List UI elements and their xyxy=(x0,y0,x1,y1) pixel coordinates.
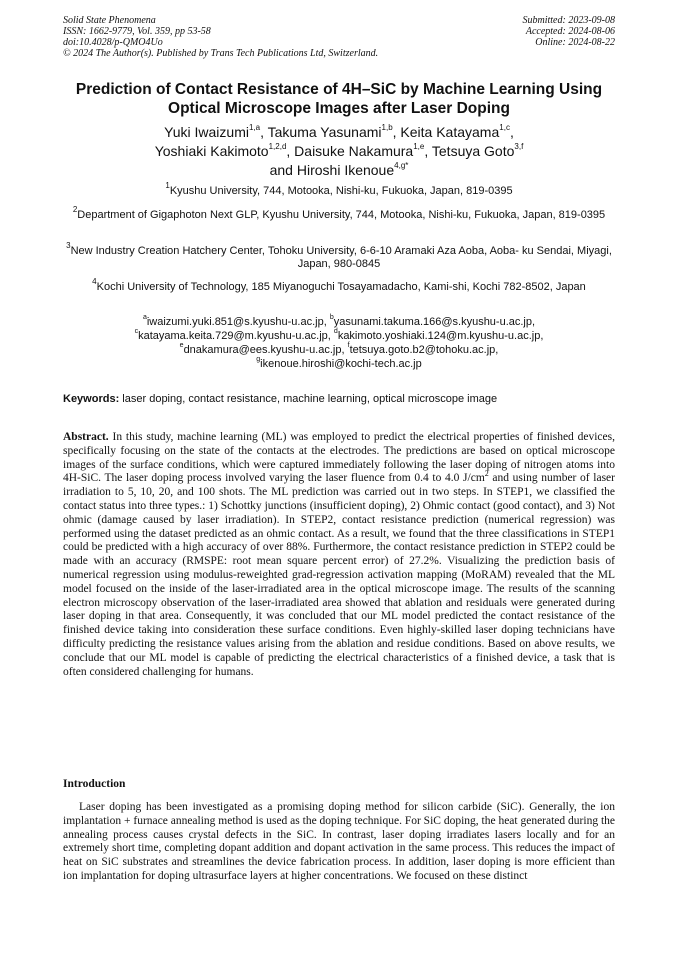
email-list xyxy=(63,315,615,371)
author-sep: , xyxy=(260,124,268,140)
author-name: and Hiroshi Ikenoue xyxy=(269,162,395,178)
title-line-1: Prediction of Contact Resistance of 4H–SiC by Machine Learning Using xyxy=(75,81,603,98)
author-name: Tetsuya Goto xyxy=(431,143,515,159)
email-sup: c xyxy=(134,328,139,336)
author-sup: 1,e xyxy=(413,142,425,152)
abstract-superscript: 2 xyxy=(484,468,489,478)
author-sep: , xyxy=(424,143,432,159)
abstract-text-1: In this study, machine learning (ML) was employed to predict the electrical properties of finished devices, specifically focusing on the state of the contacts at the electrodes. The predictions are based on optical microscope images of the surface conditions, which were captured immediately following the laser doping of nitrogen atoms into 4H-SiC. The laser doping process involved varying the laser fluence from 0.4 to 4.0 J/cm xyxy=(63,431,615,485)
email-sep: , xyxy=(327,330,334,342)
journal-issn: ISSN: 1662-9779, Vol. 359, pp 53-58 xyxy=(63,26,211,37)
email-address[interactable]: dnakamura@ees.kyushu-u.ac.jp xyxy=(183,344,342,356)
affiliation-sup: 4 xyxy=(92,277,97,287)
abstract-text-2: and using number of laser irradiation to 5, 10, 20, and 100 shots. The ML prediction was carried out in two steps. In STEP1, we classified the contact status into three types.: 1) Schottky junctions (insufficient doping), 2) Ohmic contact (good contact), and 3) Not ohmic (damage caused by laser irradiation). In STEP2, contact resistance prediction (numerical regression) was performed using the dataset predicted as an ohmic contact. As a result, we found that the three classifications in STEP1 could be predicted with a high accuracy of over 88%. Furthermore, the contact resistance prediction in STEP2 could be made with an accuracy (RMSPE: root mean square percent error) of 27.2%. Visualizing the prediction basis of numerical regression using modulus-reweighted grad-regression activation mapping (MoRAM) revealed that the ML model focused on the inside of the laser-irradiated area in the optical microscope image. The results of the scanning electron microscopy observation of the laser-irradiated area showed that ablation and residuals were generated during laser doping in that area. Consequently, it was concluded that our ML model predicted the contact resistance of the finished device taking into consideration these surface conditions. Even highly-skilled laser doping technicians have difficulty predicting the resistance values arising from the ablation and residue conditions. Based on above results, we conclude that our ML model is capable of predicting the electrical characteristics of a finished device, a task that is often considered challenging for humans. xyxy=(63,472,615,678)
email-sep: , xyxy=(323,316,330,328)
author-name: Daisuke Nakamura xyxy=(294,143,414,159)
affiliation-sup: 3 xyxy=(66,241,71,251)
email-address[interactable]: kakimoto.yoshiaki.124@m.kyushu-u.ac.jp xyxy=(337,330,541,342)
copyright-line: © 2024 The Author(s). Published by Trans Tech Publications Ltd, Switzerland. xyxy=(63,48,379,59)
email-line-4 xyxy=(63,357,615,371)
email-sup: g xyxy=(256,356,261,364)
email-line-2 xyxy=(63,329,615,343)
abstract-label: Abstract. xyxy=(63,431,109,443)
email-sup: a xyxy=(142,314,147,322)
affiliation-text: Kyushu University, 744, Motooka, Nishi-ku, Fukuoka, Japan, 819-0395 xyxy=(169,185,513,197)
author-line-2 xyxy=(55,142,623,161)
title-line-2: Optical Microscope Images after Laser Doping xyxy=(168,100,510,117)
affiliation-2 xyxy=(69,205,609,222)
author-sep: , xyxy=(509,124,514,140)
affiliation-text: New Industry Creation Hatchery Center, Tohoku University, 6-6-10 Aramaki Aza Aoba, Aoba- ku Sendai, Miyagi, Japan, 980-0845 xyxy=(70,245,612,270)
keywords-text: laser doping, contact resistance, machine learning, optical microscope image xyxy=(119,393,498,405)
email-sup: f xyxy=(347,342,350,350)
email-line-1 xyxy=(63,315,615,329)
affiliation-sup: 1 xyxy=(165,181,170,191)
email-sup: e xyxy=(179,342,184,350)
abstract xyxy=(63,431,615,679)
author-sep: , xyxy=(286,143,295,159)
submitted-date: Submitted: 2023-09-08 xyxy=(522,15,615,26)
author-line-1 xyxy=(55,123,623,142)
affiliation-sup: 2 xyxy=(72,205,78,215)
email-address[interactable]: yasunami.takuma.166@s.kyushu-u.ac.jp xyxy=(333,316,532,328)
email-address[interactable]: ikenoue.hiroshi@kochi-tech.ac.jp xyxy=(260,358,422,370)
author-sep: , xyxy=(392,124,401,140)
author-name: Yuki Iwaizumi xyxy=(164,124,249,140)
journal-name: Solid State Phenomena xyxy=(63,15,156,26)
email-sep: , xyxy=(532,316,536,328)
author-line-3 xyxy=(55,161,623,180)
email-line-3 xyxy=(63,343,615,357)
affiliation-3 xyxy=(65,241,613,271)
dates-info xyxy=(523,15,616,48)
email-sep: , xyxy=(495,344,499,356)
email-sep: , xyxy=(341,344,348,356)
email-address[interactable]: katayama.keita.729@m.kyushu-u.ac.jp xyxy=(138,330,328,342)
keywords xyxy=(63,393,615,406)
affiliation-1 xyxy=(63,181,615,198)
author-sup: 1,b xyxy=(381,123,393,133)
author-sup: 3,f xyxy=(514,142,524,152)
author-sup: 1,2,d xyxy=(268,142,287,152)
author-name: Keita Katayama xyxy=(400,124,500,140)
paper-title xyxy=(55,80,623,118)
keywords-label: Keywords: xyxy=(63,393,120,405)
author-list xyxy=(55,123,623,180)
email-address[interactable]: iwaizumi.yuki.851@s.kyushu-u.ac.jp xyxy=(146,316,324,328)
author-name: Takuma Yasunami xyxy=(267,124,382,140)
email-sup: d xyxy=(333,328,338,336)
affiliation-text: Department of Gigaphoton Next GLP, Kyushu University, 744, Motooka, Nishi-ku, Fukuoka, Japan, 819-0395 xyxy=(77,209,606,221)
author-name: Yoshiaki Kakimoto xyxy=(154,143,269,159)
journal-doi[interactable]: doi:10.4028/p-QMO4Uo xyxy=(63,37,163,48)
author-sup: 1,a xyxy=(248,123,261,133)
accepted-date: Accepted: 2024-08-06 xyxy=(525,26,615,37)
online-date: Online: 2024-08-22 xyxy=(535,37,615,48)
author-sup: 1,c xyxy=(499,123,510,133)
email-address[interactable]: tetsuya.goto.b2@tohoku.ac.jp xyxy=(349,344,496,356)
journal-info xyxy=(63,15,378,59)
introduction-text: Laser doping has been investigated as a promising doping method for silicon carbide (SiC). Generally, the ion implantation + furnace annealing method is used as the doping technique. For SiC doping, the heat generated during the annealing process causes crystal defects in the SiC. In contrast, laser doping irradiates lasers locally and for an extremely short time, completing dopant addition and dopant activation in the same process. This reduces the impact of heat on SiC substrates and streamlines the device fabrication process. In addition, laser doping is more efficient than ion implantation for doping ultrasurface layers at higher concentrations. We focused on these distinct xyxy=(63,801,615,882)
email-sep: , xyxy=(540,330,544,342)
affiliation-4 xyxy=(69,277,609,294)
email-sup: b xyxy=(329,314,334,322)
affiliation-text: Kochi University of Technology, 185 Miyanoguchi Tosayamadacho, Kami-shi, Kochi 782-8502, Japan xyxy=(96,281,586,293)
author-sup: 4,g* xyxy=(394,161,409,171)
introduction-heading: Introduction xyxy=(63,778,126,790)
